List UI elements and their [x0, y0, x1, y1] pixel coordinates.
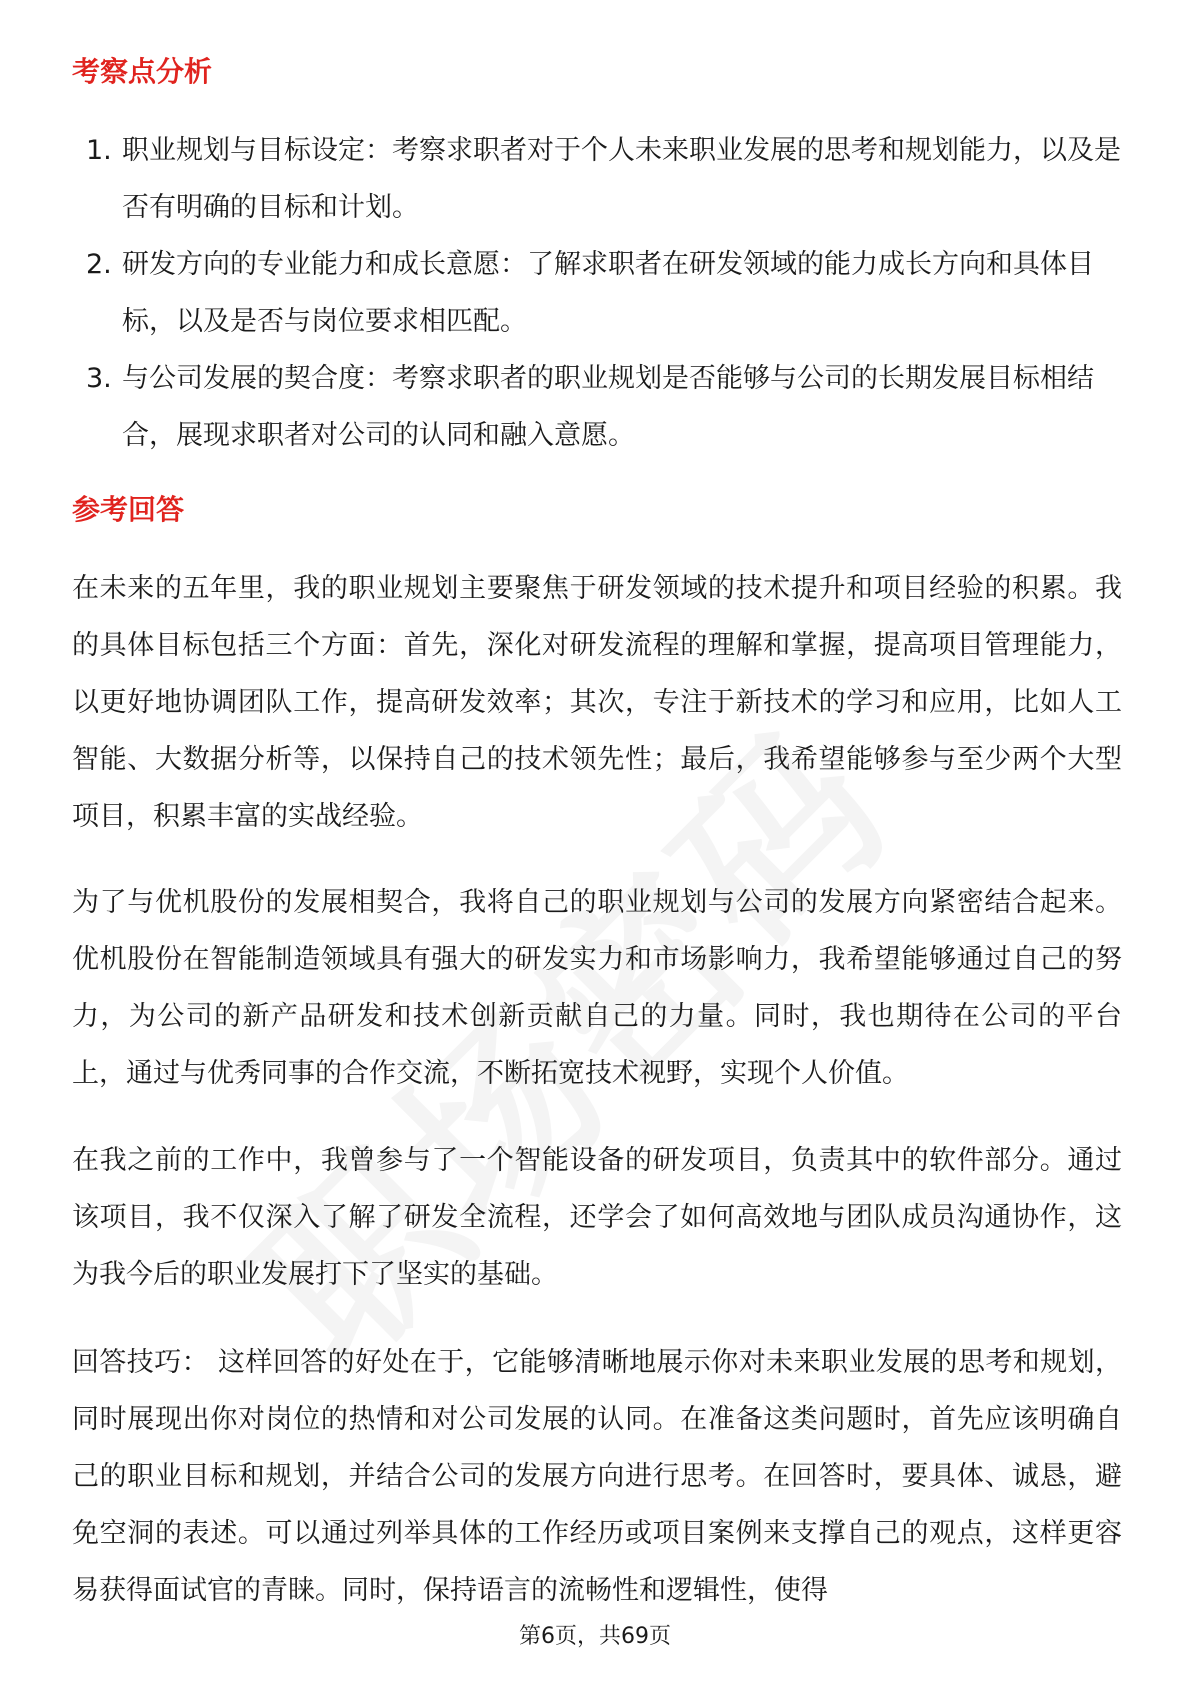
- analysis-list: [72, 122, 1122, 464]
- answer-paragraph: 在我之前的工作中，我曾参与了一个智能设备的研发项目，负责其中的软件部分。通过该项目，我不仅深入了解了研发全流程，还学会了如何高效地与团队成员沟通协作，这为我今后的职业发展打下了坚实的基础。: [72, 1145, 1122, 1290]
- list-item-number: 1.: [86, 135, 112, 166]
- section-title-answer: 参考回答: [72, 493, 185, 526]
- answer-paragraph: 为了与优机股份的发展相契合，我将自己的职业规划与公司的发展方向紧密结合起来。优机股份在智能制造领域具有强大的研发实力和市场影响力，我希望能够通过自己的努力，为公司的新产品研发和技术创新贡献自己的力量。同时，我也期待在公司的平台上，通过与优秀同事的合作交流，不断拓宽技术视野，实现个人价值。: [72, 887, 1122, 1089]
- list-item-number: 2.: [86, 249, 112, 280]
- answer-paragraph: 在未来的五年里，我的职业规划主要聚焦于研发领域的技术提升和项目经验的积累。我的具体目标包括三个方面：首先，深化对研发流程的理解和掌握，提高项目管理能力，以更好地协调团队工作，提高研发效率；其次，专注于新技术的学习和应用，比如人工智能、大数据分析等，以保持自己的技术领先性；最后，我希望能够参与至少两个大型项目，积累丰富的实战经验。: [72, 573, 1122, 832]
- list-item: [72, 350, 1122, 464]
- section-title-analysis: 考察点分析: [72, 55, 213, 88]
- list-item-text: 与公司发展的契合度：考察求职者的职业规划是否能够与公司的长期发展目标相结合，展现求职者对公司的认同和融入意愿。: [122, 363, 1094, 451]
- page-number-footer: 第6页，共69页: [519, 1624, 671, 1649]
- list-item-number: 3.: [86, 363, 112, 394]
- list-item-text: 职业规划与目标设定：考察求职者对于个人未来职业发展的思考和规划能力，以及是否有明确的目标和计划。: [122, 135, 1121, 223]
- list-item-text: 研发方向的专业能力和成长意愿：了解求职者在研发领域的能力成长方向和具体目标，以及是否与岗位要求相匹配。: [122, 249, 1094, 337]
- list-item: [72, 122, 1122, 236]
- tips-paragraph: 回答技巧： 这样回答的好处在于，它能够清晰地展示你对未来职业发展的思考和规划，同时展现出你对岗位的热情和对公司发展的认同。在准备这类问题时，首先应该明确自己的职业目标和规划，并结合公司的发展方向进行思考。在回答时，要具体、诚恳，避免空洞的表述。可以通过列举具体的工作经历或项目案例来支撑自己的观点，这样更容易获得面试官的青睐。同时，保持语言的流畅性和逻辑性，使得: [72, 1347, 1122, 1606]
- list-item: [72, 236, 1122, 350]
